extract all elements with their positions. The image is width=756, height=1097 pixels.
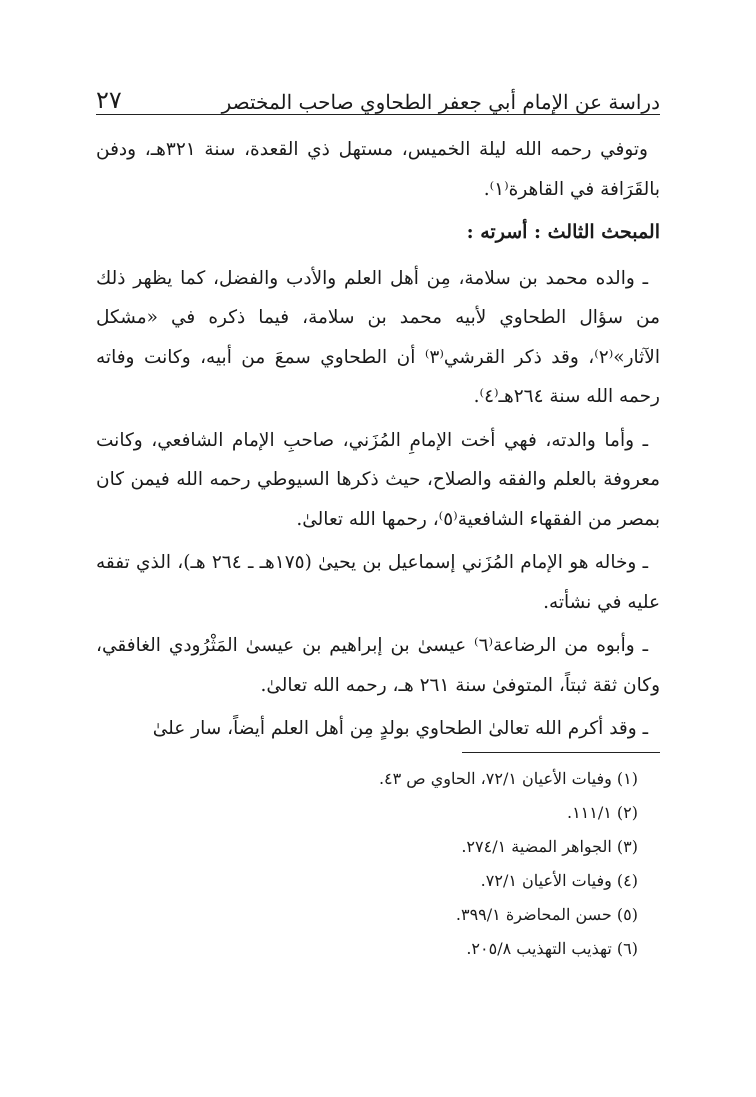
footnote-4: (٤) وفيات الأعيان ٧٢/١.	[480, 871, 638, 890]
page-number: ٢٧	[96, 86, 122, 114]
paragraph-uncle: ـ وخاله هو الإمام المُزَني إسماعيل بن يحيىٰ (١٧٥هـ ـ ٢٦٤ هـ)، الذي تفقه عليه في نشأته.	[96, 552, 660, 613]
paragraph-death: وتوفي رحمه الله ليلة الخميس، مستهل ذي القعدة، سنة ٣٢١هـ، ودفن بالقَرَافة في القاهرة⁽١⁾.	[96, 139, 660, 200]
section-heading: المبحث الثالث : أسرته :	[466, 221, 660, 243]
footnote-3: (٣) الجواهر المضية ٢٧٤/١.	[461, 837, 638, 856]
footnote-6: (٦) تهذيب التهذيب ٢٠٥/٨.	[466, 939, 638, 958]
footnote-5: (٥) حسن المحاضرة ٣٩٩/١.	[455, 905, 638, 924]
paragraph-mother: ـ وأما والدته، فهي أخت الإمامِ المُزَني، صاحبِ الإمام الشافعي، وكانت معروفة بالعلم والفقه والصلاح، حيث ذكرها السيوطي رحمه الله فيمن كان بمصر من الفقهاء الشافعية⁽٥⁾، رحمها الله تعالىٰ.	[96, 429, 660, 530]
footnote-1: (١) وفيات الأعيان ٧٢/١، الحاوي ص ٤٣.	[378, 769, 638, 788]
footnote-2: (٢) ١١١/١.	[566, 803, 638, 822]
footnotes	[96, 762, 638, 966]
main-text	[96, 130, 660, 753]
header-rule	[96, 114, 660, 115]
page-header	[96, 74, 660, 114]
paragraph-foster-father: ـ وأبوه من الرضاعة⁽٦⁾ عيسىٰ بن إبراهيم بن عيسىٰ المَثْرُودي الغافقي، وكان ثقة ثبتاً، المتوفىٰ سنة ٢٦١ هـ، رحمه الله تعالىٰ.	[96, 635, 660, 696]
paragraph-father: ـ والده محمد بن سلامة، مِن أهل العلم والأدب والفضل، كما يظهر ذلك من سؤال الطحاوي لأبيه محمد بن سلامة، فيما ذكره في «مشكل الآثار»⁽٢⁾، وقد ذكر القرشي⁽٣⁾ أن الطحاوي سمعَ من أبيه، وكانت وفاته رحمه الله سنة ٢٦٤هـ⁽٤⁾.	[96, 267, 660, 407]
paragraph-son: ـ وقد أكرم الله تعالىٰ الطحاوي بولدٍ مِن أهل العلم أيضاً، سار علىٰ	[152, 718, 648, 739]
running-title: دراسة عن الإمام أبي جعفر الطحاوي صاحب المختصر	[221, 90, 660, 114]
footnote-rule	[462, 752, 660, 753]
